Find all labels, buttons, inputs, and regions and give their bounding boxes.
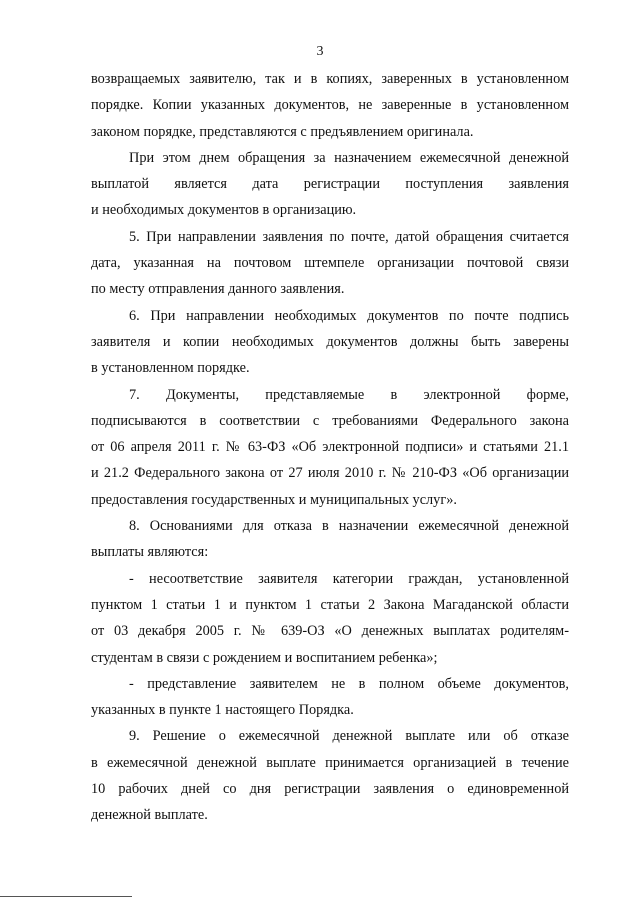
- text-line: выплатой является дата регистрации поступления заявления: [91, 176, 569, 193]
- text-line: и необходимых документов в организацию.: [91, 202, 357, 219]
- text-line: подписываются в соответствии с требованиями Федерального закона: [91, 412, 569, 429]
- text-line: выплаты являются:: [91, 544, 209, 561]
- paragraph-continuation: [91, 66, 569, 145]
- text-line: в установленном порядке.: [91, 360, 250, 377]
- text-line: 5. При направлении заявления по почте, датой обращения считается: [129, 228, 569, 245]
- paragraph-application-date: [91, 145, 569, 224]
- text-line: 10 рабочих дней со дня регистрации заявления о единовременной: [91, 781, 569, 798]
- text-line: 8. Основаниями для отказа в назначении ежемесячной денежной: [129, 518, 569, 535]
- paragraph-item-5: [91, 224, 569, 303]
- text-line: пунктом 1 статьи 1 и пунктом 1 статьи 2 Закона Магаданской области: [91, 596, 569, 613]
- paragraph-item-8: [91, 513, 569, 566]
- paragraph-item-7: [91, 382, 569, 513]
- text-line: законом порядке, представляются с предъявлением оригинала.: [91, 123, 474, 140]
- text-line: - представление заявителем не в полном объеме документов,: [129, 675, 569, 692]
- text-line: 9. Решение о ежемесячной денежной выплате или об отказе: [129, 728, 569, 745]
- text-line: - несоответствие заявителя категории граждан, установленной: [129, 570, 569, 587]
- text-line: порядке. Копии указанных документов, не заверенные в установленном: [91, 97, 569, 114]
- text-line: 6. При направлении необходимых документов по почте подпись: [129, 307, 569, 324]
- text-line: студентам в связи с рождением и воспитанием ребенка»;: [91, 649, 438, 666]
- text-line: указанных в пункте 1 настоящего Порядка.: [91, 702, 354, 719]
- text-line: предоставления государственных и муниципальных услуг».: [91, 491, 457, 508]
- text-line: заявителя и копии необходимых документов должны быть заверены: [91, 333, 569, 350]
- text-line: 7. Документы, представляемые в электронной форме,: [129, 386, 569, 403]
- text-line: При этом днем обращения за назначением ежемесячной денежной: [129, 149, 569, 166]
- text-line: от 06 апреля 2011 г. № 63-ФЗ «Об электронной подписи» и статьями 21.1: [91, 439, 569, 456]
- text-line: дата, указанная на почтовом штемпеле организации почтовой связи: [91, 255, 569, 272]
- list-item-reason-1: [91, 566, 569, 671]
- paragraph-item-6: [91, 303, 569, 382]
- text-line: в ежемесячной денежной выплате принимается организацией в течение: [91, 754, 569, 771]
- text-line: по месту отправления данного заявления.: [91, 281, 345, 298]
- page-number: 3: [316, 44, 324, 59]
- footer-divider: [0, 896, 132, 897]
- paragraph-item-9: [91, 723, 569, 828]
- text-line: возвращаемых заявителю, так и в копиях, заверенных в установленном: [91, 71, 569, 87]
- document-body: [91, 66, 569, 829]
- list-item-reason-2: [91, 671, 569, 724]
- text-line: от 03 декабря 2005 г. № 639-ОЗ «О денежных выплатах родителям-: [91, 623, 569, 640]
- text-line: денежной выплате.: [91, 807, 208, 824]
- text-line: и 21.2 Федерального закона от 27 июля 2010 г. № 210-ФЗ «Об организации: [91, 465, 569, 482]
